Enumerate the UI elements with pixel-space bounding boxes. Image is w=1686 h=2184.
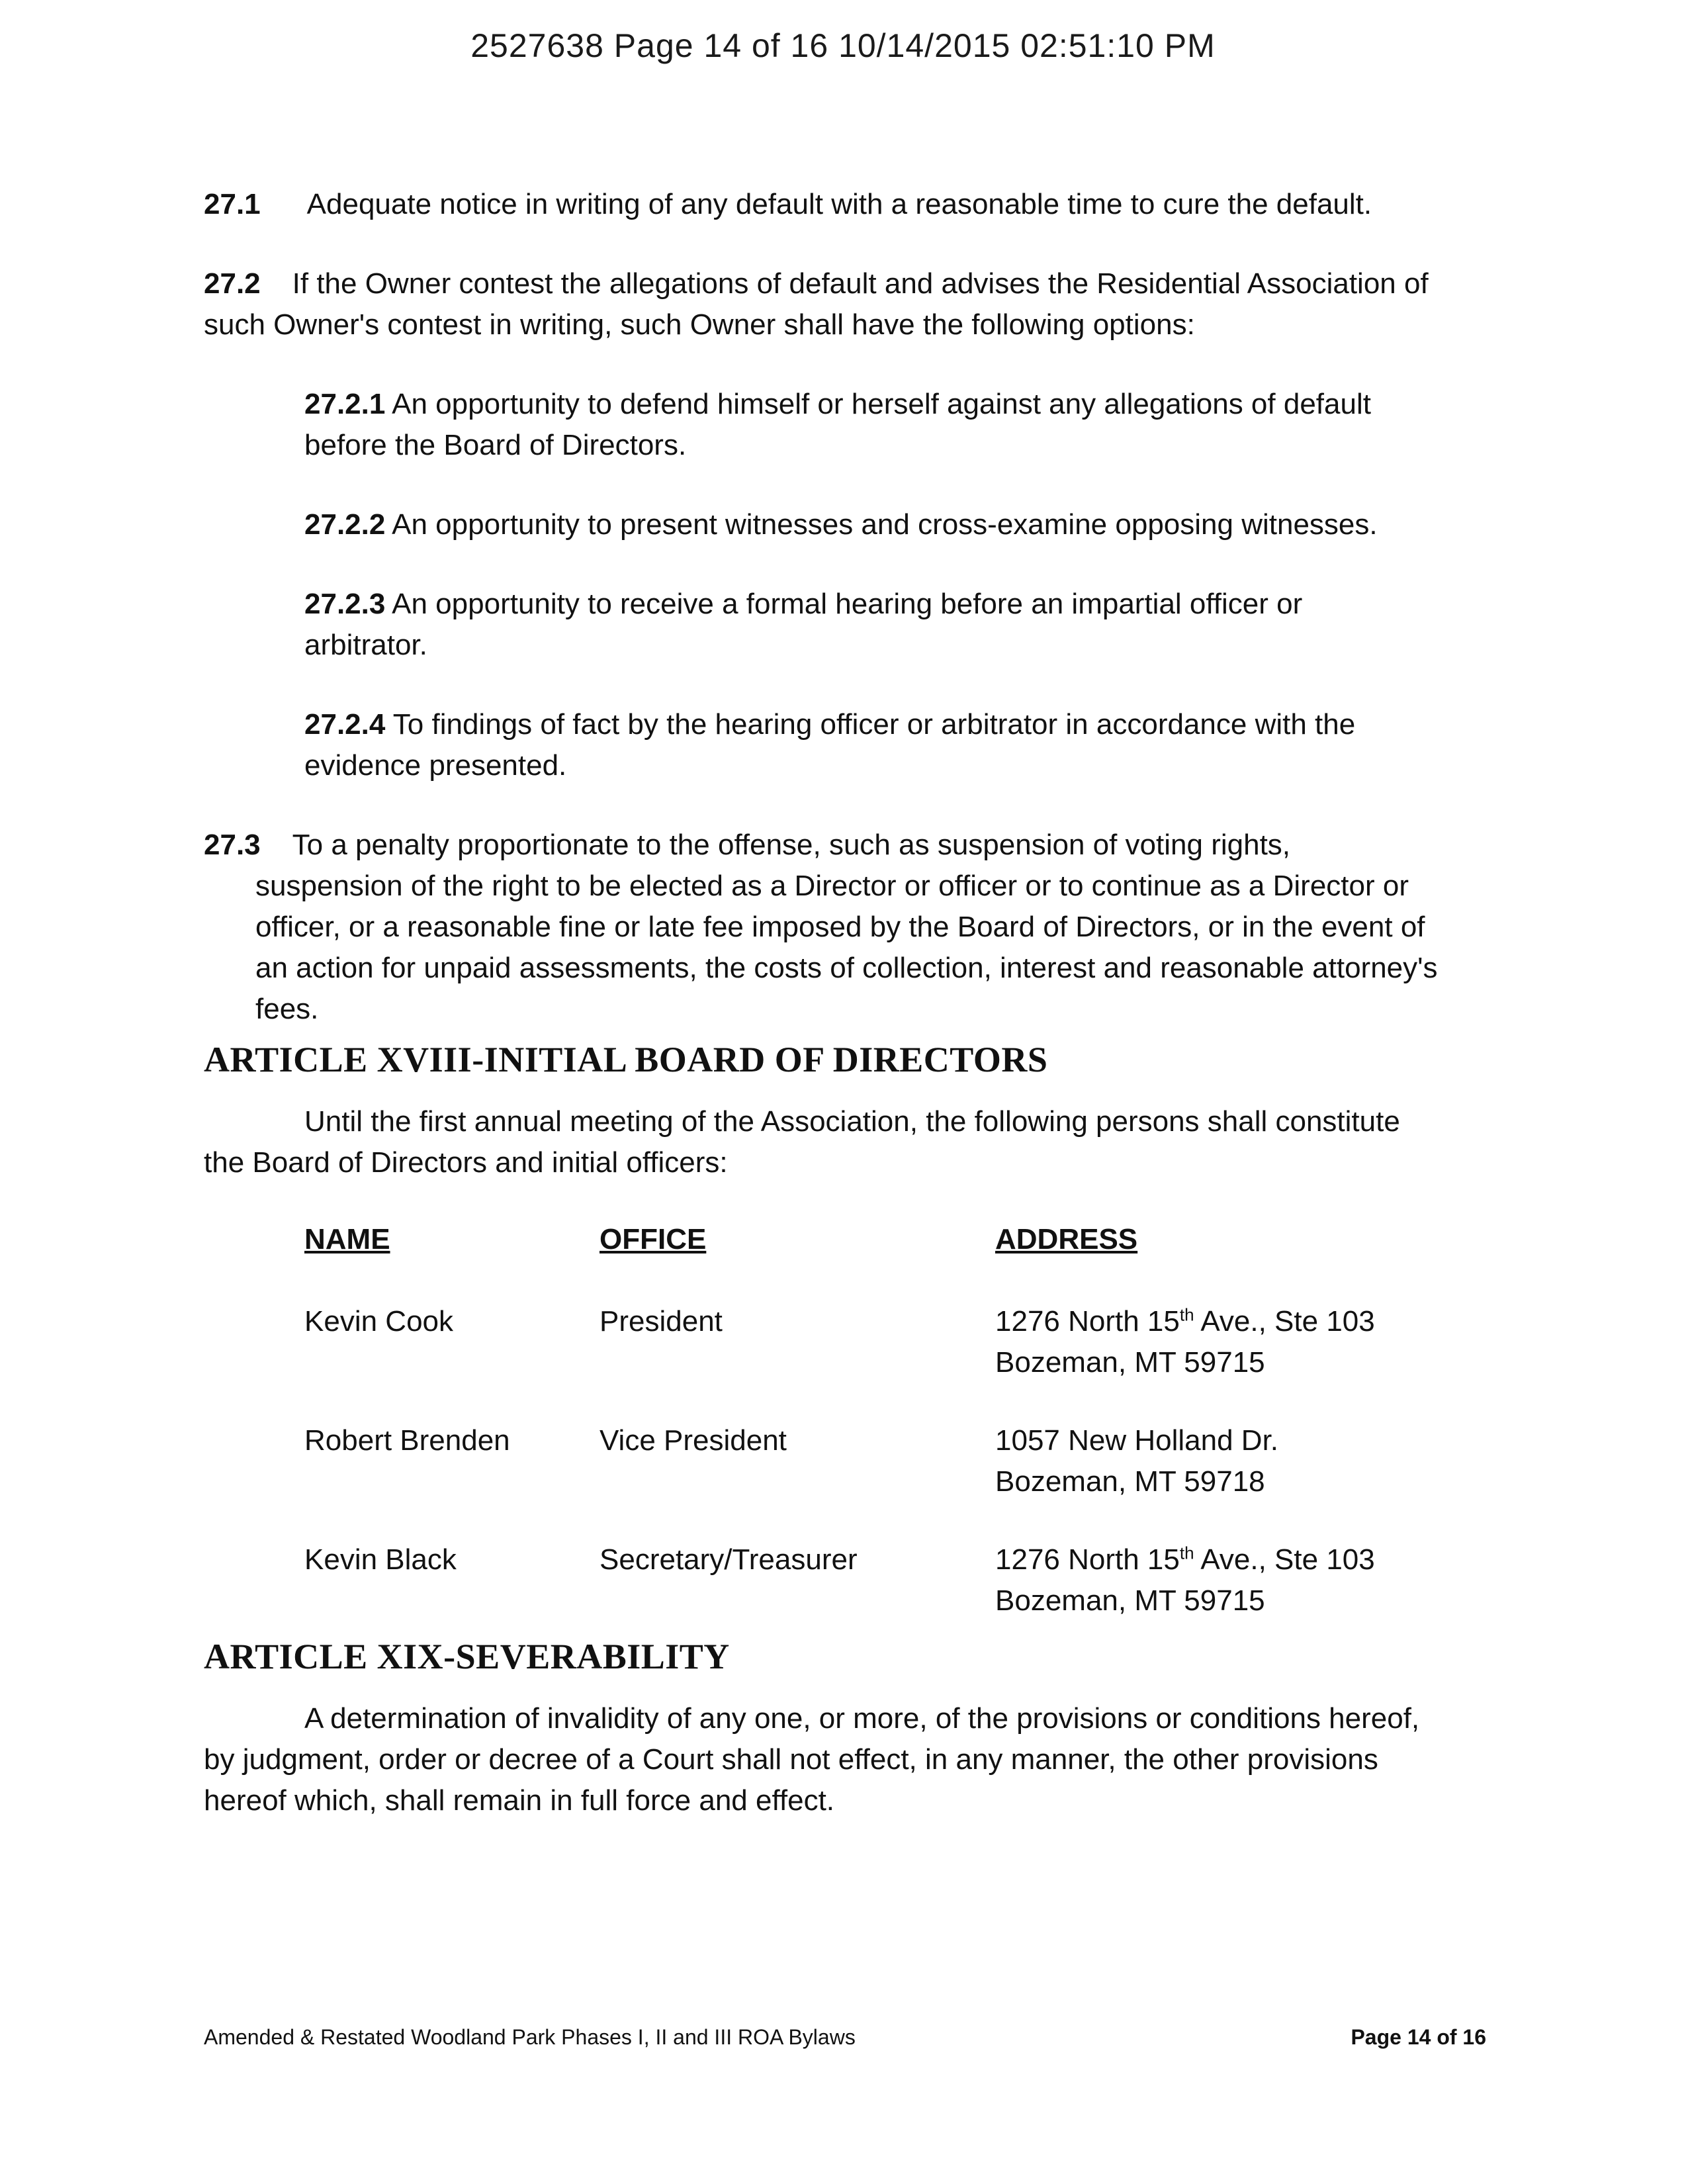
- section-text: evidence presented.: [304, 749, 567, 782]
- address-line: Ave., Ste 103: [1194, 1305, 1375, 1338]
- section-27-2-4: [304, 704, 1529, 786]
- section-text: To findings of fact by the hearing officer or arbitrator in accordance with the: [392, 708, 1356, 741]
- address-city: Bozeman, MT 59718: [995, 1465, 1265, 1498]
- column-header-office: OFFICE: [599, 1223, 707, 1255]
- section-number: 27.1: [204, 188, 261, 220]
- section-number: 27.2.3: [304, 588, 386, 620]
- page-total: 16: [1462, 2025, 1486, 2049]
- article-18-intro: [204, 1101, 1527, 1183]
- section-27-2-1: [304, 384, 1529, 466]
- section-text: Adequate notice in writing of any default with a reasonable time to cure the default.: [306, 188, 1372, 220]
- section-27-2-2: [304, 504, 1529, 545]
- paragraph-line: A determination of invalidity of any one, or more, of the provisions or conditions hereof,: [304, 1702, 1420, 1735]
- section-text: To a penalty proportionate to the offense, such as suspension of voting rights,: [292, 829, 1291, 861]
- section-text: An opportunity to receive a formal hearing before an impartial officer or: [392, 588, 1303, 620]
- section-text: If the Owner contest the allegations of default and advises the Residential Association of: [292, 267, 1429, 300]
- director-name: Kevin Cook: [304, 1305, 454, 1338]
- section-text: an action for unpaid assessments, the costs of collection, interest and reasonable attorney's: [255, 952, 1438, 984]
- section-number: 27.2: [204, 267, 261, 300]
- column-header-address: ADDRESS: [995, 1223, 1138, 1255]
- article-19-text: [204, 1698, 1527, 1821]
- address-city: Bozeman, MT 59715: [995, 1346, 1265, 1379]
- footer-page-number: [1351, 2025, 1486, 2050]
- section-number: 27.2.2: [304, 508, 386, 541]
- director-address: [995, 1301, 1375, 1383]
- address-line: 1276 North 15: [995, 1305, 1180, 1338]
- footer-title: Amended & Restated Woodland Park Phases I, II and III ROA Bylaws: [204, 2025, 856, 2049]
- section-number: 27.2.4: [304, 708, 386, 741]
- section-text: arbitrator.: [304, 629, 427, 661]
- address-line: 1276 North 15: [995, 1543, 1180, 1576]
- article-18-heading: ARTICLE XVIII-INITIAL BOARD OF DIRECTORS: [204, 1040, 1048, 1079]
- section-27-2-3: [304, 584, 1529, 666]
- section-text: An opportunity to defend himself or herself against any allegations of default: [392, 388, 1371, 420]
- section-27-3: [204, 825, 1527, 1030]
- page-of: of: [1431, 2025, 1463, 2049]
- section-text: before the Board of Directors.: [304, 429, 687, 461]
- paragraph-line: by judgment, order or decree of a Court shall not effect, in any manner, the other provisions: [204, 1743, 1378, 1776]
- director-office: President: [599, 1305, 723, 1338]
- address-city: Bozeman, MT 59715: [995, 1584, 1265, 1617]
- section-text: An opportunity to present witnesses and cross-examine opposing witnesses.: [392, 508, 1378, 541]
- ordinal-suffix: th: [1179, 1543, 1194, 1563]
- address-line: Ave., Ste 103: [1194, 1543, 1375, 1576]
- section-text: such Owner's contest in writing, such Owner shall have the following options:: [204, 308, 1195, 341]
- section-text: officer, or a reasonable fine or late fee imposed by the Board of Directors, or in the event of: [255, 911, 1425, 943]
- address-line: 1057 New Holland Dr.: [995, 1424, 1279, 1457]
- column-header-name: NAME: [304, 1223, 390, 1255]
- director-name: Kevin Black: [304, 1543, 457, 1576]
- director-name: Robert Brenden: [304, 1424, 510, 1457]
- intro-text: Until the first annual meeting of the Association, the following persons shall constitute: [304, 1105, 1400, 1138]
- section-27-1: [204, 184, 1527, 225]
- article-19-heading: ARTICLE XIX-SEVERABILITY: [204, 1637, 730, 1676]
- recording-stamp: 2527638 Page 14 of 16 10/14/2015 02:51:10 PM: [470, 27, 1216, 64]
- director-office: Secretary/Treasurer: [599, 1543, 858, 1576]
- intro-text: the Board of Directors and initial officers:: [204, 1146, 728, 1179]
- section-text: fees.: [255, 993, 319, 1025]
- director-address: [995, 1539, 1375, 1621]
- section-27-2: [204, 263, 1527, 345]
- page-current: 14: [1407, 2025, 1431, 2049]
- ordinal-suffix: th: [1179, 1304, 1194, 1325]
- director-office: Vice President: [599, 1424, 787, 1457]
- section-number: 27.3: [204, 829, 261, 861]
- page-label: Page: [1351, 2025, 1407, 2049]
- director-address: [995, 1420, 1278, 1502]
- paragraph-line: hereof which, shall remain in full force and effect.: [204, 1784, 835, 1817]
- section-number: 27.2.1: [304, 388, 386, 420]
- section-text: suspension of the right to be elected as a Director or officer or to continue as a Director or: [255, 870, 1409, 902]
